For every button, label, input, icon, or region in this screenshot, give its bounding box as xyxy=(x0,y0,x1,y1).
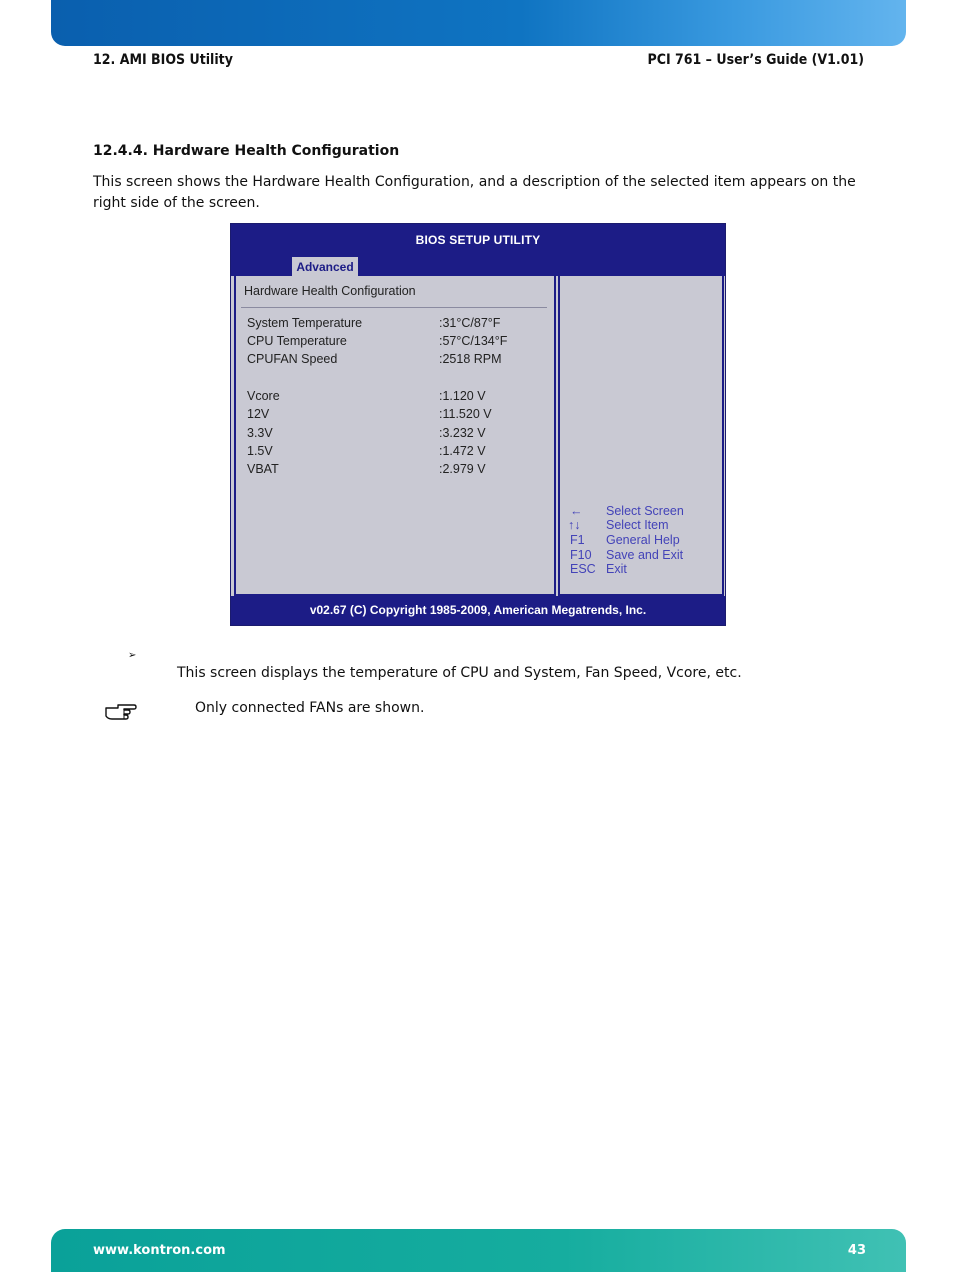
row-label-vbat: VBAT xyxy=(247,462,279,476)
help-key-esc: ESC xyxy=(570,562,596,576)
row-value-vcore: :1.120 V xyxy=(439,389,486,403)
tab-advanced[interactable]: Advanced xyxy=(292,257,358,277)
header-document-title: PCI 761 – User’s Guide (V1.01) xyxy=(647,52,864,68)
footer-url-link[interactable]: www.kontron.com xyxy=(93,1243,226,1258)
row-value-vbat: :2.979 V xyxy=(439,462,486,476)
top-banner xyxy=(51,0,906,46)
bios-copyright-bar: v02.67 (C) Copyright 1985-2009, American Megatrends, Inc. xyxy=(231,596,725,625)
help-key-f1: F1 xyxy=(570,533,585,547)
help-action-general-help: General Help xyxy=(606,533,680,547)
note-text: Only connected FANs are shown. xyxy=(195,700,425,716)
row-value-12v: :11.520 V xyxy=(439,407,492,421)
row-label-12v: 12V xyxy=(247,407,270,421)
row-label-cpufan-speed: CPUFAN Speed xyxy=(247,352,338,366)
pointing-hand-icon xyxy=(104,700,138,722)
panel-heading: Hardware Health Configuration xyxy=(244,284,416,298)
bullet-description: This screen displays the temperature of CPU and System, Fan Speed, Vcore, etc. xyxy=(177,665,742,681)
row-label-cpu-temperature: CPU Temperature xyxy=(247,334,347,348)
help-action-select-item: Select Item xyxy=(606,518,669,532)
row-value-1-5v: :1.472 V xyxy=(439,444,486,458)
header-chapter: 12. AMI BIOS Utility xyxy=(93,52,233,68)
page-number: 43 xyxy=(847,1243,866,1258)
help-key-up-down-arrows: ↑↓ xyxy=(568,518,581,532)
row-value-3-3v: :3.232 V xyxy=(439,426,486,440)
help-key-left-arrow: ← xyxy=(570,504,583,518)
footer-banner xyxy=(51,1229,906,1272)
row-label-3-3v: 3.3V xyxy=(247,426,273,440)
help-key-f10: F10 xyxy=(570,548,592,562)
help-action-save-and-exit: Save and Exit xyxy=(606,548,684,562)
section-title: 12.4.4. Hardware Health Configuration xyxy=(93,143,400,159)
row-value-system-temperature: :31°C/87°F xyxy=(439,316,501,330)
help-action-exit: Exit xyxy=(606,562,627,576)
row-label-1-5v: 1.5V xyxy=(247,444,273,458)
intro-paragraph: This screen shows the Hardware Health Configuration, and a description of the selected item appears on the right side of the screen. xyxy=(93,174,856,211)
row-label-vcore: Vcore xyxy=(247,389,280,403)
row-label-system-temperature: System Temperature xyxy=(247,316,363,330)
row-value-cpufan-speed: :2518 RPM xyxy=(439,352,502,366)
bios-screenshot xyxy=(230,223,726,626)
bullet-arrow-icon: ➢ xyxy=(128,650,137,661)
panel-divider xyxy=(241,307,547,308)
bios-title: BIOS SETUP UTILITY xyxy=(415,233,541,247)
row-value-cpu-temperature: :57°C/134°F xyxy=(439,334,508,348)
help-action-select-screen: Select Screen xyxy=(606,504,684,518)
